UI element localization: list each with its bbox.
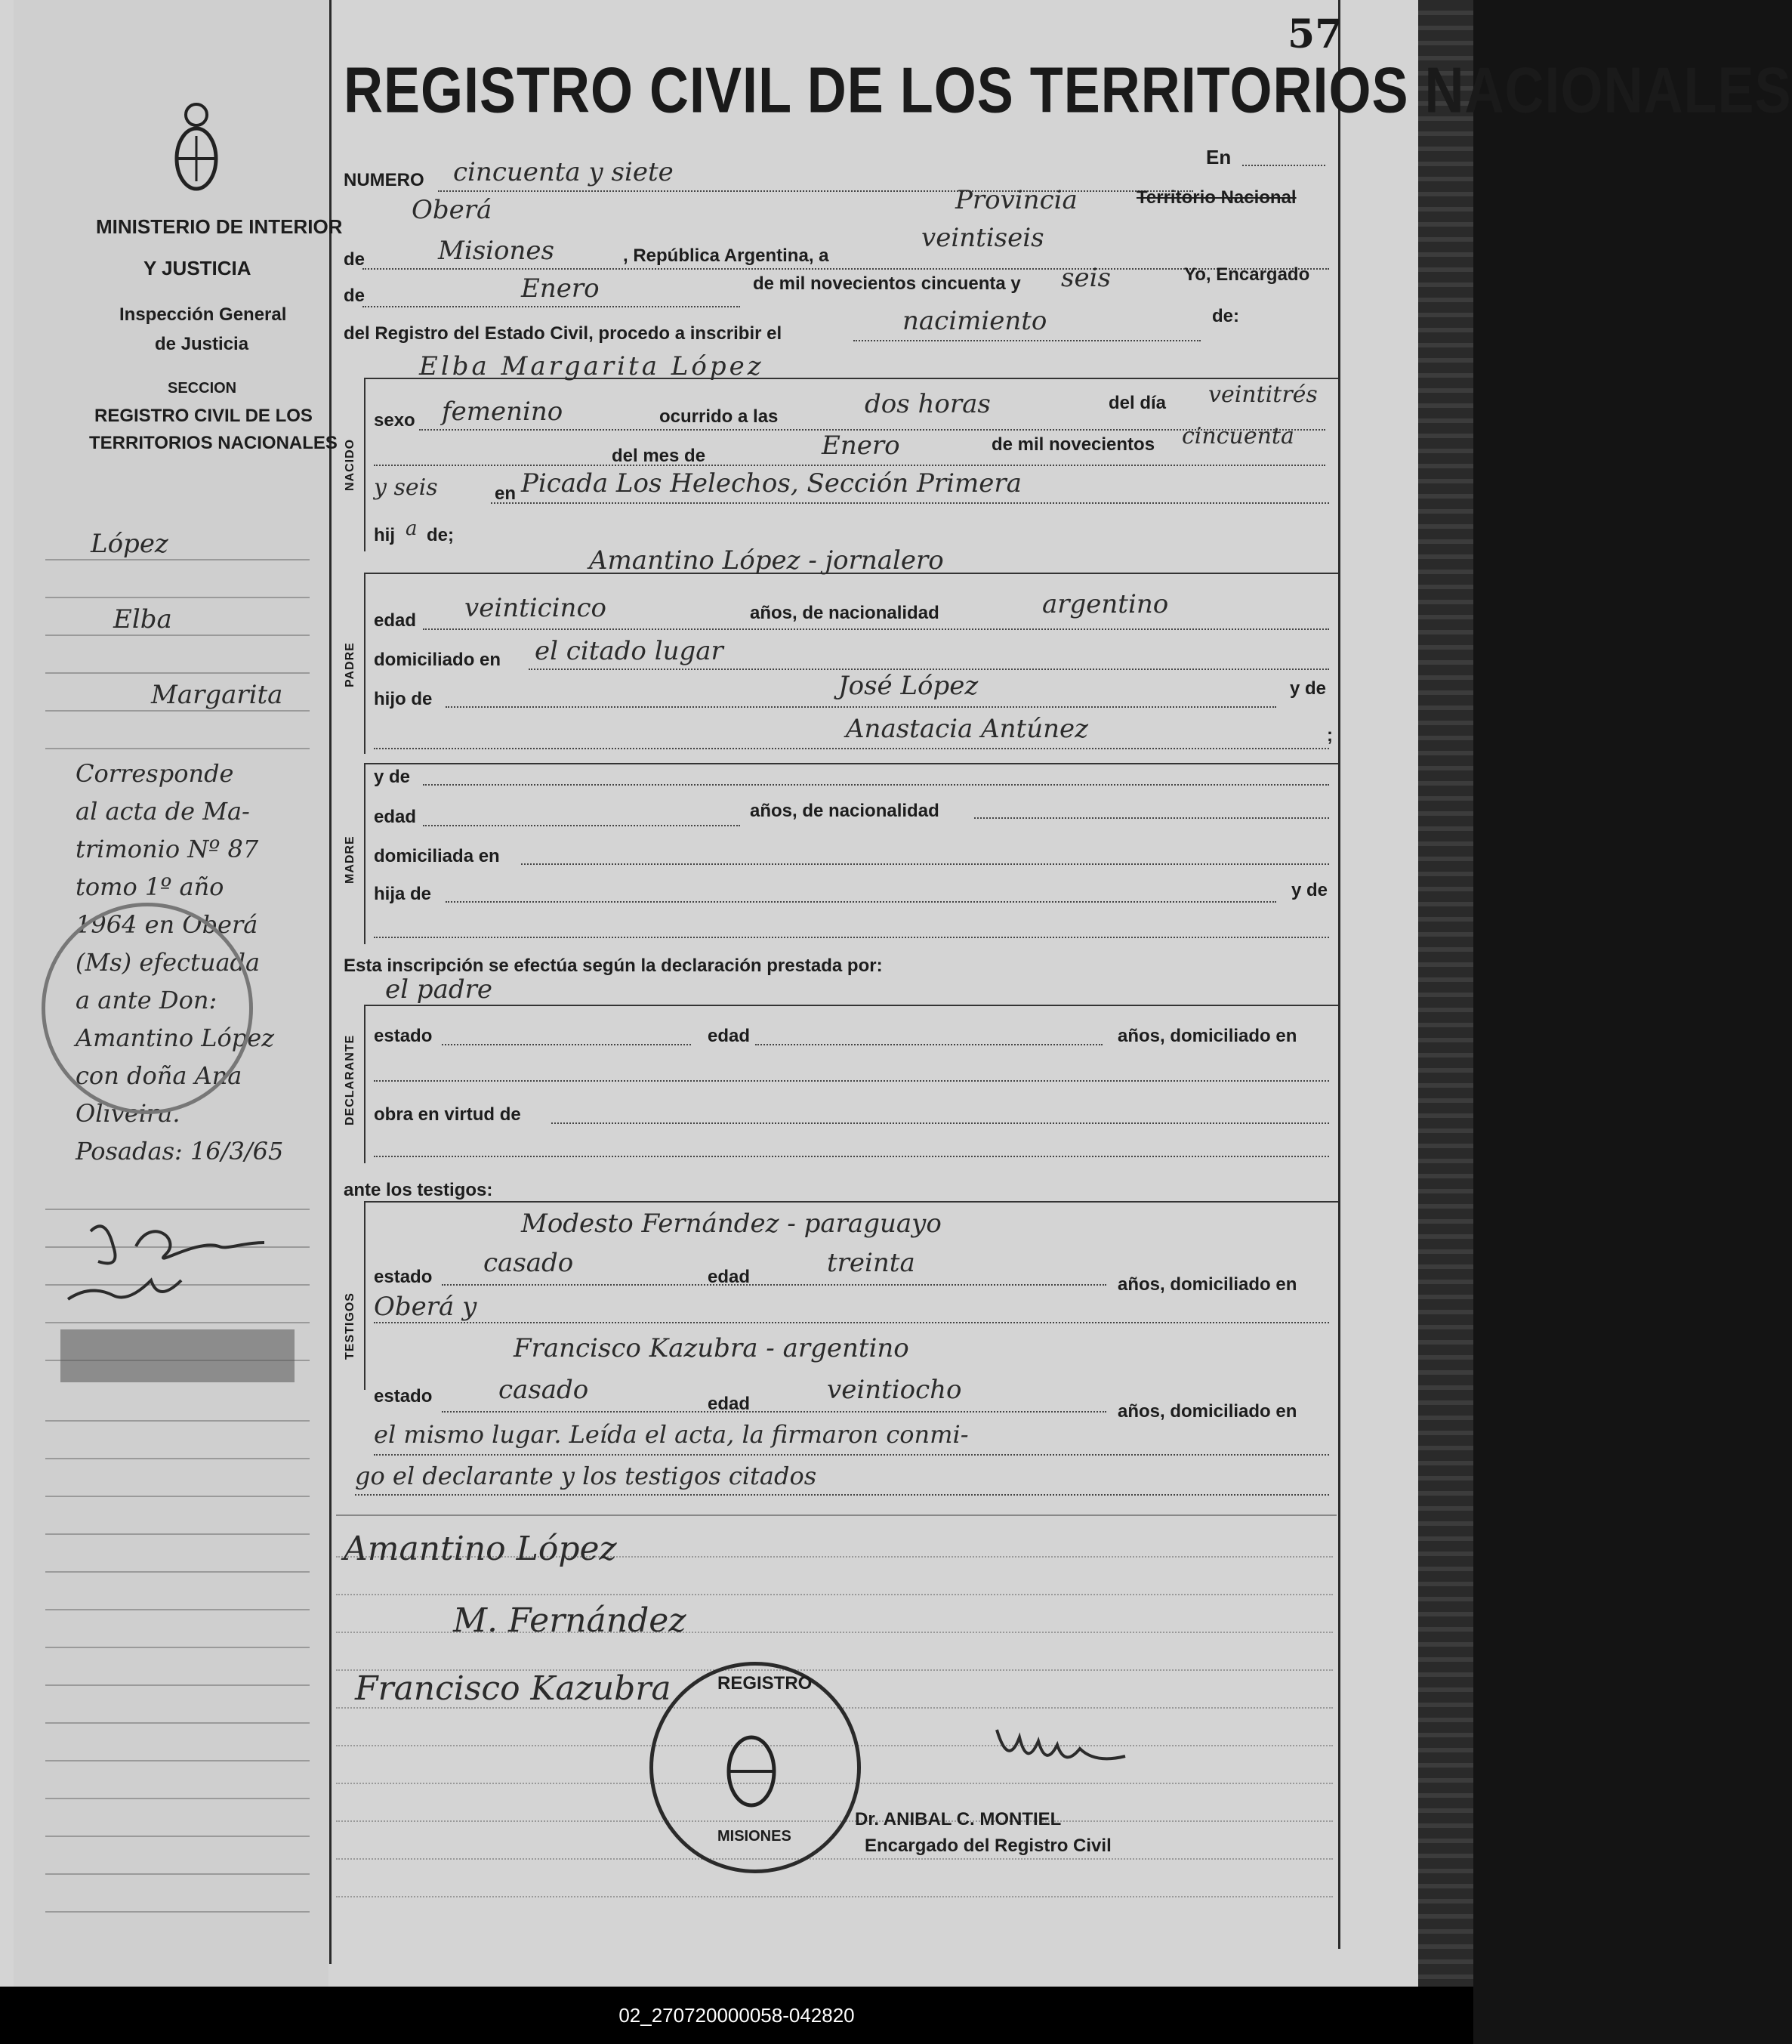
folio-number: 57: [1288, 11, 1343, 57]
territorio-label: Territorio Nacional: [1137, 187, 1297, 208]
inspection-line-1: Inspección General: [119, 304, 287, 325]
declarante-estado-label: estado: [374, 1026, 433, 1046]
padre-hijo-label: hijo de: [374, 689, 433, 709]
father-name: Amantino López - jornalero: [589, 545, 944, 576]
dia-value: veintitrés: [1208, 381, 1318, 408]
madre-edad-label: edad: [374, 807, 417, 827]
declarante-label: DECLARANTE: [344, 1034, 356, 1125]
madre-yde-end: y de: [1291, 880, 1328, 900]
section-heading: SECCION: [168, 380, 237, 397]
section-line-1: REGISTRO CIVIL DE LOS: [94, 406, 313, 426]
madre-label: MADRE: [344, 835, 356, 884]
padre-nac-value: argentino: [1042, 589, 1169, 619]
official-title: Encargado del Registro Civil: [865, 1836, 1112, 1856]
madre-gp-line: [374, 937, 1329, 938]
image-caption: 02_270720000058-042820: [0, 1987, 1473, 2044]
w2-edad-value: veintiocho: [827, 1375, 962, 1405]
nacido-en-label: en: [495, 483, 517, 504]
declarante-obra-label: obra en virtud de: [374, 1104, 521, 1125]
declarante-extra-line: [374, 1156, 1329, 1157]
w2-estado-value: casado: [498, 1375, 589, 1405]
w2-estado-label: estado: [374, 1386, 433, 1406]
official-name: Dr. ANIBAL C. MONTIEL: [855, 1809, 1062, 1829]
padre-label: PADRE: [344, 642, 356, 687]
official-signature-icon: [989, 1715, 1133, 1783]
act-value: nacimiento: [902, 306, 1047, 336]
madre-bracket: [364, 763, 365, 944]
right-margin-rule: [1338, 0, 1340, 1949]
stub-note-line: Amantino López: [76, 1024, 275, 1052]
numero-label: NUMERO: [344, 170, 424, 190]
padre-dom-label: domiciliado en: [374, 650, 501, 670]
madre-top-rule: [364, 763, 1338, 764]
w1-edad-value: treinta: [827, 1248, 915, 1278]
w1-estado-line: [442, 1284, 1106, 1286]
mes-label: del mes de: [612, 446, 706, 466]
hijo-suffix: a: [406, 517, 418, 540]
en-line: [1242, 165, 1325, 166]
nacido-bracket: [364, 378, 365, 551]
province-value: Misiones: [438, 236, 554, 266]
padre-edad-value: veinticinco: [464, 593, 606, 623]
padre-gp-line: [374, 748, 1329, 749]
sexo-label: sexo: [374, 410, 415, 431]
madre-yde-label: y de: [374, 767, 411, 787]
madre-edad-line: [423, 825, 740, 826]
section-line-2: TERRITORIOS NACIONALES: [89, 433, 338, 453]
hour-value: dos horas: [865, 389, 991, 419]
grandparent-1: José López: [838, 671, 979, 701]
testigos-top-rule: [364, 1201, 1338, 1203]
child-name: Elba Margarita López: [419, 351, 764, 381]
sexo-value: femenino: [442, 397, 563, 427]
madre-name-line: [423, 784, 1329, 786]
madre-dom-label: domiciliada en: [374, 846, 500, 866]
stub-surname: López: [91, 529, 168, 559]
madre-hija-line: [446, 901, 1276, 903]
registro-label: del Registro del Estado Civil, procedo a inscribir el: [344, 323, 782, 344]
del-dia-label: del día: [1109, 393, 1167, 413]
mes-value: Enero: [822, 431, 900, 461]
stub-note-line: Oliveira.: [76, 1099, 180, 1128]
padre-end-mark: ;: [1327, 725, 1333, 746]
stub-note-line: 1964 en Oberá: [76, 910, 258, 939]
w2-estado-line: [442, 1411, 1106, 1413]
witness-2-name: Francisco Kazubra - argentino: [514, 1333, 909, 1363]
closing-line-rule-2: [355, 1494, 1329, 1496]
numero-value: cincuenta y siete: [453, 157, 674, 187]
seal-text-bottom: MISIONES: [717, 1828, 791, 1845]
madre-nac-line: [974, 817, 1329, 819]
testigos-intro: ante los testigos:: [344, 1180, 493, 1200]
stub-first-name: Elba: [113, 604, 172, 635]
w1-estado-value: casado: [483, 1248, 574, 1278]
declarante-top-rule: [364, 1005, 1338, 1006]
seal-text-top: REGISTRO: [717, 1673, 813, 1694]
testigos-bracket: [364, 1201, 365, 1390]
en-label: En: [1206, 146, 1232, 168]
padre-bracket: [364, 573, 365, 754]
ministry-line-1: MINISTERIO DE INTERIOR: [96, 215, 343, 238]
year-value: seis: [1061, 263, 1111, 293]
madre-nac-label: años, de nacionalidad: [750, 801, 939, 821]
w1-edad-label: edad: [708, 1267, 751, 1287]
stub-note-line: Corresponde: [76, 759, 234, 788]
de-label: de: [344, 249, 365, 270]
page-title: REGISTRO CIVIL DE LOS TERRITORIOS NACIONALES: [344, 55, 1792, 127]
day-value: veintiseis: [921, 223, 1044, 253]
de-label-2: de: [344, 286, 365, 306]
closing-line-rule-1: [374, 1454, 1329, 1456]
signature-declarant: Amantino López: [344, 1530, 617, 1568]
padre-dom-line: [529, 668, 1329, 670]
padre-nac-label: años, de nacionalidad: [750, 603, 939, 623]
seal-emblem-icon: [721, 1726, 782, 1817]
signature-witness-1: M. Fernández: [453, 1601, 686, 1640]
stub-note-line: al acta de Ma-: [76, 797, 250, 826]
w1-dom-line: [374, 1322, 1329, 1323]
padre-edad-label: edad: [374, 610, 417, 631]
stub-note-line: con doña Ana: [76, 1061, 242, 1090]
de-end: de:: [1212, 306, 1239, 326]
birth-place-line: [491, 502, 1329, 504]
stub-note-line: Posadas: 16/3/65: [76, 1137, 284, 1166]
padre-yde-label: y de: [1290, 678, 1327, 699]
declarante-bracket: [364, 1005, 365, 1163]
birth-place-value: Picada Los Helechos, Sección Primera: [521, 468, 1022, 499]
w1-dom-value: Oberá y: [374, 1292, 477, 1322]
w1-anos-label: años, domiciliado en: [1118, 1274, 1297, 1295]
declarante-anos-label: años, domiciliado en: [1118, 1026, 1297, 1046]
declarante-intro: Esta inscripción se efectúa según la declaración prestada por:: [344, 956, 883, 976]
signature-top-rule: [336, 1514, 1337, 1516]
padre-edad-line: [423, 628, 1329, 630]
ocurrido-label: ocurrido a las: [659, 406, 779, 427]
w2-anos-label: años, domiciliado en: [1118, 1401, 1297, 1422]
place-value: Oberá: [412, 195, 492, 225]
w1-estado-label: estado: [374, 1267, 433, 1287]
declarante-obra-line: [551, 1122, 1329, 1124]
book-binding: [1418, 0, 1473, 1987]
closing-line-2: go el declarante y los testigos citados: [355, 1462, 817, 1490]
stub-middle-name: Margarita: [151, 680, 283, 710]
closing-line-1: el mismo lugar. Leída el acta, la firmaron conmi-: [374, 1420, 969, 1449]
signature-witness-2: Francisco Kazubra: [355, 1669, 671, 1708]
month-line: [362, 306, 740, 307]
stub-note-line: a ante Don:: [76, 986, 217, 1014]
encargado-label: Yo, Encargado: [1184, 264, 1310, 285]
madre-hija-label: hija de: [374, 884, 432, 904]
provincia-value: Provincia: [955, 185, 1078, 215]
declarante-dom-line: [374, 1080, 1329, 1082]
madre-dom-line: [521, 863, 1329, 865]
anio-value-1: cincuenta: [1182, 423, 1294, 449]
padre-dom-value: el citado lugar: [535, 636, 723, 666]
stub-seal: [42, 903, 253, 1114]
declarante-edad-label: edad: [708, 1026, 751, 1046]
declarante-who: el padre: [385, 974, 492, 1005]
republica-label: , República Argentina, a: [623, 245, 829, 266]
padre-hijo-line: [446, 706, 1276, 708]
declarante-edad-line: [755, 1044, 1103, 1045]
act-line: [853, 340, 1201, 341]
stub-note-line: trimonio Nº 87: [76, 835, 259, 863]
ministry-line-2: Y JUSTICIA: [143, 257, 251, 279]
nacido-label: NACIDO: [344, 438, 356, 491]
stub-note-line: (Ms) efectuada: [76, 948, 261, 977]
inspection-line-2: de Justicia: [155, 334, 249, 354]
numero-line: [438, 190, 1193, 192]
witness-1-name: Modesto Fernández - paraguayo: [521, 1209, 942, 1239]
month-value: Enero: [521, 273, 600, 304]
mes-line: [374, 465, 1325, 466]
coat-of-arms-icon: [170, 98, 223, 196]
nacido-de-label: de;: [427, 525, 454, 545]
grandparent-2: Anastacia Antúnez: [846, 714, 1089, 744]
anio-label: de mil novecientos: [992, 434, 1155, 455]
w2-edad-label: edad: [708, 1394, 751, 1414]
anio-value-2: y seis: [374, 474, 438, 501]
hijo-label: hij: [374, 525, 395, 545]
stub-signatures-icon: [45, 1209, 310, 1390]
year-label: de mil novecientos cincuenta y: [753, 273, 1021, 294]
stub-divider: [329, 0, 332, 1964]
stub-note-line: tomo 1º año: [76, 872, 224, 901]
declarante-estado-line: [442, 1044, 691, 1045]
testigos-label: TESTIGOS: [344, 1292, 356, 1360]
